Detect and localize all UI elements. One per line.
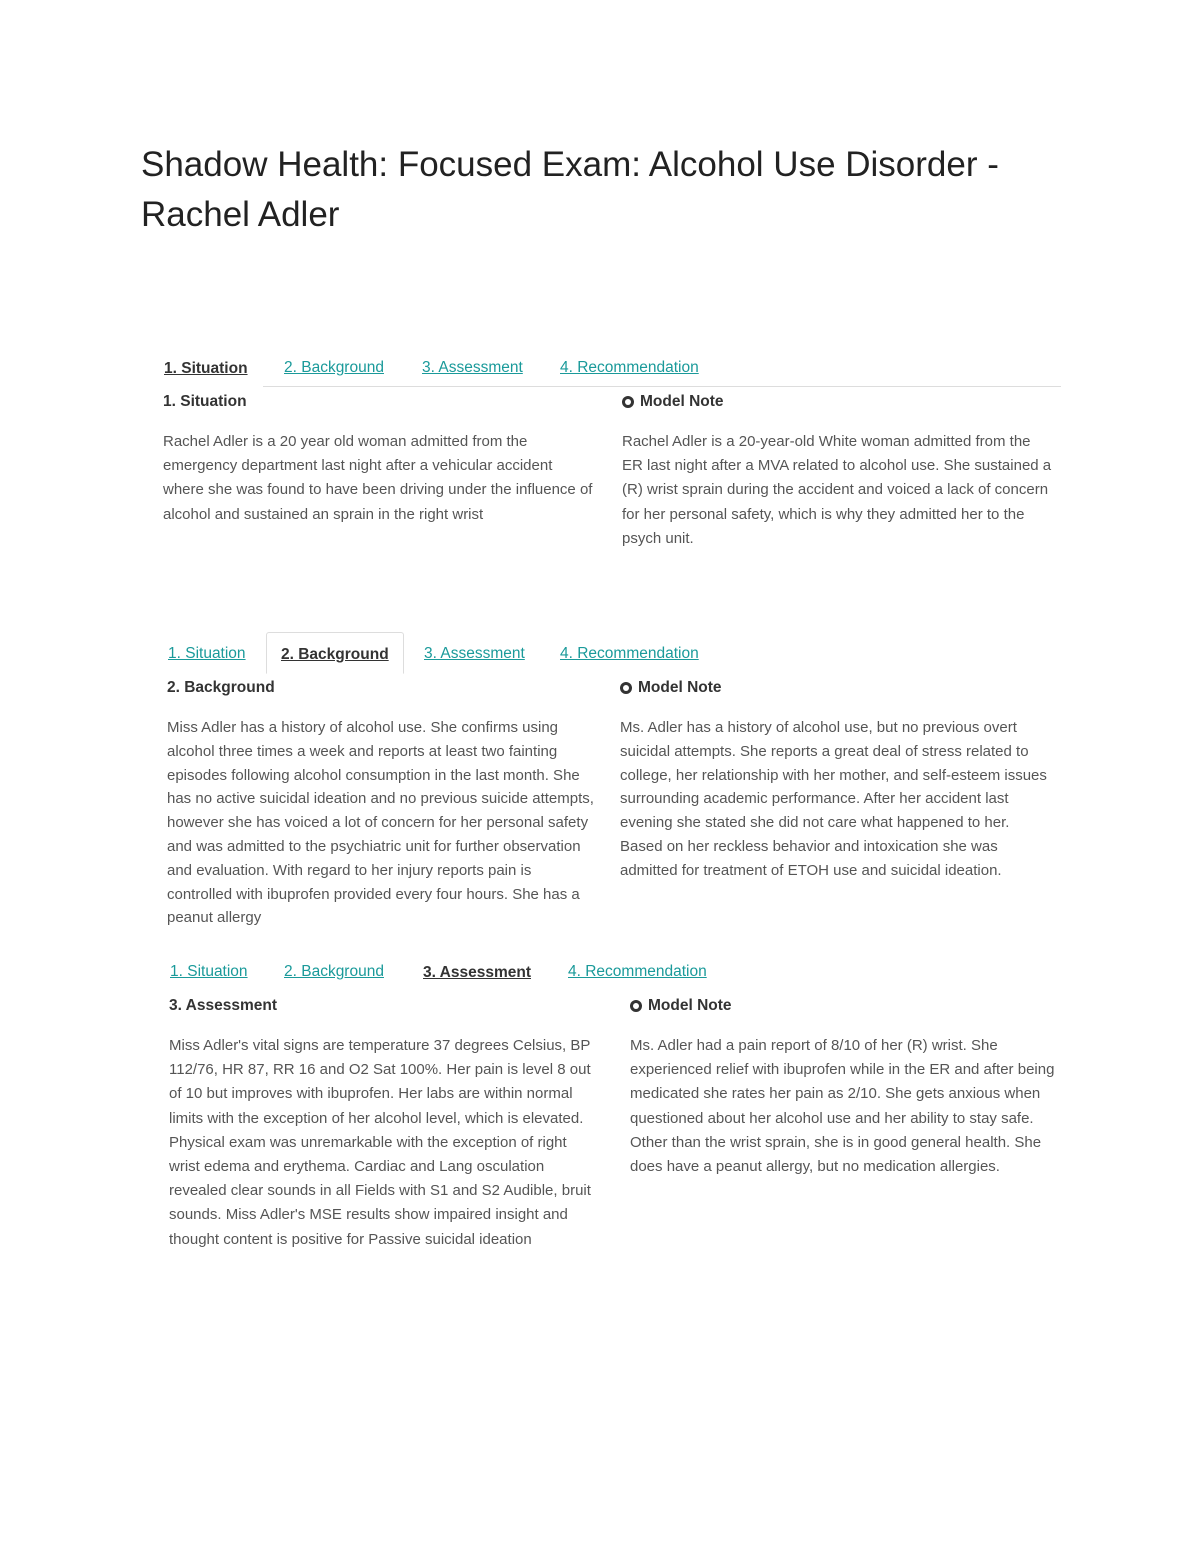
model-note-text: Rachel Adler is a 20-year-old White woman admitted from the ER last night after a MVA related to alcohol use. She sustained a (R) wrist sprain during the accident and voiced a lack of concern for her personal safety, which is why they admitted her to the psych unit. bbox=[622, 433, 1052, 547]
tab-situation[interactable]: 1. Situation bbox=[168, 645, 246, 662]
model-note-heading bbox=[620, 678, 1050, 698]
tab-situation[interactable]: 1. Situation bbox=[170, 963, 248, 980]
tab-assessment[interactable]: 3. Assessment bbox=[422, 359, 523, 376]
tab-background[interactable]: 2. Background bbox=[284, 359, 384, 376]
model-note-heading bbox=[630, 996, 1060, 1016]
tab-assessment[interactable]: 3. Assessment bbox=[424, 645, 525, 662]
model-note-label: Model Note bbox=[640, 393, 724, 410]
model-note-label: Model Note bbox=[638, 679, 722, 696]
student-note-text: Miss Adler has a history of alcohol use. She confirms using alcohol three times a week and reports at least two fainting episodes following alcohol consumption in the last month. She has no active suicidal ideation and no previous suicide attempts, however she has voiced a lot of concern for her personal safety and was admitted to the psychiatric unit for further observation and evaluation. With regard to her injury reports pain is controlled with ibuprofen provided every four hours. She has a peanut allergy bbox=[167, 719, 594, 927]
tab-recommendation[interactable]: 4. Recommendation bbox=[568, 963, 707, 980]
model-note-icon bbox=[622, 396, 634, 408]
tab-background[interactable]: 2. Background bbox=[266, 632, 404, 674]
model-note-text: Ms. Adler has a history of alcohol use, but no previous overt suicidal attempts. She reports a great deal of stress related to college, her relationship with her mother, and self-esteem issues surrounding academic performance. After her accident last evening she stated she did not care what happened to her. Based on her reckless behavior and intoxication she was admitted for treatment of ETOH use and suicidal ideation. bbox=[620, 719, 1047, 879]
model-note-icon bbox=[620, 682, 632, 694]
model-note-icon bbox=[630, 1000, 642, 1012]
student-note-text: Rachel Adler is a 20 year old woman admitted from the emergency department last night after a vehicular accident where she was found to have been driving under the influence of alcohol and sustained an sprain in the right wrist bbox=[163, 433, 593, 523]
tab-recommendation[interactable]: 4. Recommendation bbox=[560, 645, 699, 662]
background-panel bbox=[167, 632, 1067, 927]
model-note-text: Ms. Adler had a pain report of 8/10 of her (R) wrist. She experienced relief with ibuprofen while in the ER and after being medicated she rates her pain as 2/10. She gets anxious when questioned about her alcohol use and her ability to stay safe. Other than the wrist sprain, she is in good general health. She does have a peanut allergy, but no medication allergies. bbox=[630, 1037, 1055, 1176]
section-heading: 2. Background bbox=[167, 679, 275, 696]
document-title: Shadow Health: Focused Exam: Alcohol Use Disorder - Rachel Adler bbox=[141, 145, 999, 234]
model-note-label: Model Note bbox=[648, 997, 732, 1014]
section-heading: 1. Situation bbox=[163, 393, 247, 410]
student-note bbox=[167, 678, 597, 930]
tab-recommendation[interactable]: 4. Recommendation bbox=[560, 359, 699, 376]
model-note bbox=[620, 678, 1050, 883]
student-note bbox=[163, 392, 593, 527]
model-note-heading bbox=[622, 392, 1052, 412]
model-note bbox=[630, 996, 1060, 1179]
student-note bbox=[169, 996, 599, 1252]
situation-panel bbox=[163, 346, 1063, 547]
tab-background[interactable]: 2. Background bbox=[284, 963, 384, 980]
tab-situation[interactable]: 1. Situation bbox=[149, 346, 263, 388]
model-note bbox=[622, 392, 1052, 551]
tab-assessment[interactable]: 3. Assessment bbox=[408, 950, 546, 992]
assessment-panel bbox=[169, 950, 1069, 1248]
section-heading: 3. Assessment bbox=[169, 997, 277, 1014]
tab-bar bbox=[163, 346, 1061, 387]
student-note-text: Miss Adler's vital signs are temperature 37 degrees Celsius, BP 112/76, HR 87, RR 16 and O2 Sat 100%. Her pain is level 8 out of 10 but improves with ibuprofen. Her labs are within normal limits with the exception of her alcohol level, which is elevated. Physical exam was unremarkable with the exception of right wrist edema and erythema. Cardiac and Lang osculation revealed clear sounds in all Fields with S1 and S2 Audible, bruit sounds. Miss Adler's MSE results show impaired insight and thought content is positive for Passive suicidal ideation bbox=[169, 1037, 591, 1248]
